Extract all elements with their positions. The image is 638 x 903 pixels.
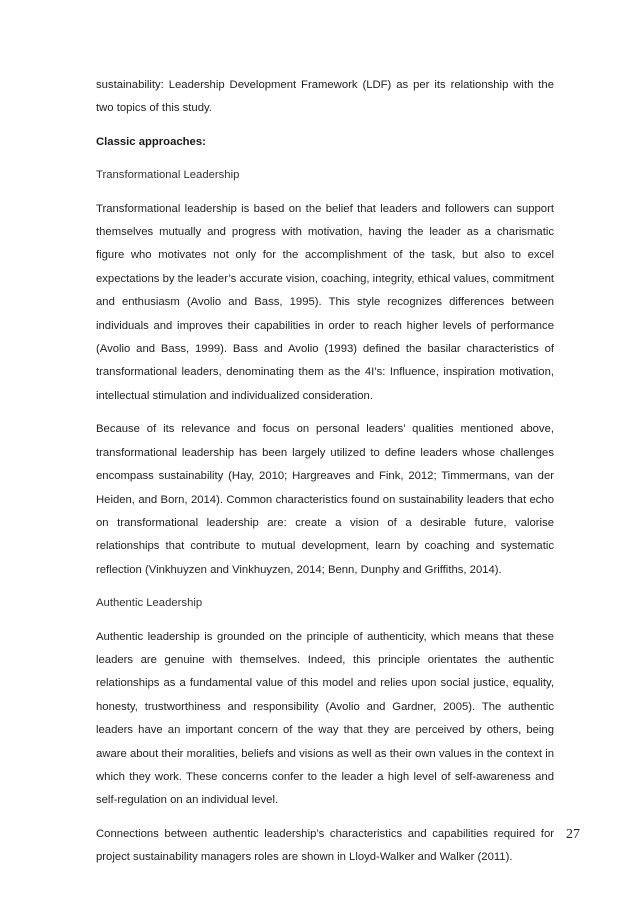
transformational-paragraph-1: Transformational leadership is based on the belief that leaders and followers can support themselves mutually and progress with motivation, having the leader as a charismatic figure who motivates not only for the accomplishment of the task, but also to excel expectations by the leader’s accurate vision, coaching, integrity, ethical values, commitment and enthusiasm (Avolio and Bass, 1995). This style recognizes differences between individuals and improves their capabilities in order to reach higher levels of performance (Avolio and Bass, 1999). Bass and Avolio (1993) defined the basilar characteristics of transformational leaders, denominating them as the 4I’s: Influence, inspiration motivation, intellectual stimulation and individualized consideration. [96, 202, 554, 402]
transformational-paragraph-2: Because of its relevance and focus on personal leaders’ qualities mentioned above, transformational leadership has been largely utilized to define leaders whose challenges encompass sustainability (Hay, 2010; Hargreaves and Fink, 2012; Timmermans, van der Heiden, and Born, 2014). Common characteristics found on sustainability leaders that echo on transformational leadership are: create a vision of a desirable future, valorise relationships that contribute to mutual development, learn by coaching and systematic reflection (Vinkhuyzen and Vinkhuyzen, 2014; Benn, Dunphy and Griffiths, 2014). [96, 423, 554, 576]
intro-paragraph: sustainability: Leadership Development Framework (LDF) as per its relationship with the two topics of this study. [96, 79, 554, 115]
page-number: 27 [566, 827, 580, 842]
authentic-paragraph-1: Authentic leadership is grounded on the principle of authenticity, which means that these leaders are genuine with themselves. Indeed, this principle orientates the authentic relationships as a fundamental value of this model and relies upon social justice, equality, honesty, trustworthiness and responsibility (Avolio and Gardner, 2005). The authentic leaders have an important concern of the way that they are perceived by others, being aware about their moralities, beliefs and visions as well as their own values in the context in which they work. These concerns confer to the leader a high level of self-awareness and self-regulation on an individual level. [96, 630, 554, 807]
authentic-leadership-heading: Authentic Leadership [96, 597, 203, 610]
classic-approaches-heading: Classic approaches: [96, 135, 206, 148]
authentic-paragraph-2: Connections between authentic leadership’s characteristics and capabilities required for project sustainability managers roles are shown in Lloyd-Walker and Walker (2011). [96, 827, 554, 864]
transformational-leadership-heading: Transformational Leadership [96, 169, 240, 182]
page-body [96, 74, 554, 880]
